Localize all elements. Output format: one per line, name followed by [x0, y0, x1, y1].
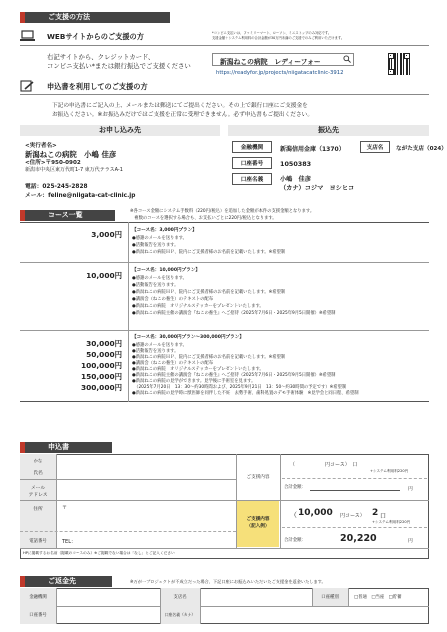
refund-account-label: 口座番号 [29, 613, 47, 618]
address: 新潟市中央区東万代町1-7 東万代テラスA-1 [25, 167, 123, 173]
form-desc-2: お振込ください。※お振込みだけではご支援を正常に受理できません。必ず申込書もご提出ください。 [52, 112, 314, 118]
course-item: ●新潟ねこの病院ＨＰ、院内にご支援者様のお名前を記載いたします。※希望制 [132, 290, 286, 295]
example-fee-note: +システム利用料220円 [372, 520, 411, 524]
laptop-icon [20, 30, 35, 42]
course-item: ●新潟ねこの病院 オリジナルステッカーをプレゼントいたします。 [132, 304, 264, 309]
refund-account-input[interactable] [57, 607, 159, 623]
example-course: 円コース） [340, 513, 365, 519]
form-desc-1: 下記の申込書にご記入の上、メールまたは郵送にてご提出ください。その上で銀行口座にご支援金を [52, 103, 308, 109]
course-head: 【コース名：10,000円プラン】 [132, 268, 201, 273]
fee-note: +システム利用料220円 [370, 469, 409, 473]
course-item: ●活動報告を送ります。 [132, 283, 179, 288]
bank-name: 新潟信用金庫（1370） [280, 146, 345, 153]
refund-bank-label: 金融機関 [29, 595, 47, 600]
address-input[interactable] [57, 501, 235, 530]
example-open-paren: （ [290, 511, 297, 519]
qr-code-icon [388, 53, 410, 75]
web-desc-2: コンビニ支払い*または銀行振込でご支援ください [47, 62, 191, 70]
refund-branch-input[interactable] [201, 589, 311, 605]
org-name: 新潟ねこの病院 小嶋 佳彦 [25, 150, 117, 159]
example-unit: 口 [380, 513, 387, 520]
org-label: <実行者名> [25, 143, 57, 149]
section-header-refund: ご返金先 [20, 576, 112, 587]
search-icon [343, 55, 351, 63]
course-item: ●活動報告を送ります。 [132, 349, 179, 354]
refund-branch-label: 支店名 [173, 595, 187, 600]
course-amount: 100,000円 [80, 361, 122, 370]
name-label: 氏名 [33, 471, 43, 476]
course-item: ●講演会（ねこの養生）のテキストの配布 [132, 361, 214, 366]
example-label: ご支援内容 [246, 517, 270, 522]
refund-holder-input[interactable] [201, 607, 428, 623]
web-support-label: WEBサイトからのご支援の方 [47, 32, 144, 41]
course-item: ●感謝のメールを送ります。 [132, 276, 187, 281]
section-header-support-method [20, 12, 170, 23]
web-desc-1: 右記サイトから、クレジットカード、 [47, 53, 155, 61]
support-method-title: ご支援の方法 [48, 13, 90, 21]
course-item: ●新潟ねこの病院の見学ができます。見学後に手術室を見ます。 [132, 379, 256, 384]
address-label: <住所>〒950-0902 [25, 160, 81, 166]
total-yen: 円 [408, 487, 413, 492]
mail-label-2: アドレス [28, 493, 48, 498]
application-dest-header: お申し込み先 [20, 125, 220, 136]
section-header-courses: コース一覧 [20, 210, 115, 221]
branch-name: ながた支店（024） [396, 146, 447, 152]
hp-name-input[interactable] [140, 549, 428, 558]
course-item: ●新潟ねこの病院の見学時に獣医師を同伴した不妊 去勢手術、歯科処置のデモ手術体験 ※見学会と同日程、希望制 [132, 391, 359, 396]
support-blank-line: （ 円コース） 口 [290, 462, 358, 468]
pen-form-icon [20, 80, 35, 92]
course-item: ●講演会（ねこの養生）のテキストの配布 [132, 297, 214, 302]
course-amount: 10,000円 [86, 271, 122, 280]
holder-label-box: 口座名義 [232, 173, 272, 185]
refund-type-label: 口座種別 [321, 595, 339, 600]
courses-note-1: ※各コース金額にシステム手数料（220円/税込）を追加した金額が本件の支援金額となります。 [130, 209, 315, 214]
course-amount: 300,000円 [80, 383, 122, 392]
account-number: 1050383 [280, 160, 312, 168]
course-amount: 3,000円 [91, 230, 122, 239]
course-item: （2025年7月20日 13：30〜約30時間および、2025年9月21日 13：50〜約30時間の予定です）※希望制 [132, 385, 347, 390]
tel-label: 電話番号 [29, 539, 47, 544]
course-amount: 150,000円 [80, 372, 122, 381]
site-name: 新潟ねこの病院 レディーフォー [220, 58, 321, 66]
hp-name-note: HPに掲載するお名前（掲載のコースのみ）※ご掲載でない場合は「なし」とご記入ください [23, 551, 175, 555]
support-course-input[interactable] [298, 458, 348, 468]
courses-note-2: 複数のコースを選択する場合も、お支払いごとに220円/税込となります。 [130, 216, 277, 221]
refund-type-checkboxes[interactable]: □普通 □当座 □貯蓄 [354, 595, 402, 600]
web-note-1: *コンビニ支払いは、ファミリーマート、ローソン、ミニストップのみ対応です。 [212, 31, 332, 35]
course-item: ●感謝のメールを送ります。 [132, 236, 187, 241]
example-qty: 2 [372, 508, 379, 518]
total-label: 合計金額： [284, 485, 306, 490]
example-total-label: 合計金額： [284, 538, 306, 543]
refund-note: ※万が一プロジェクトが不成立だった場合、下記口座にお振込みいただいたご支援金を返金いたします。 [130, 579, 326, 584]
kana-label: かな [33, 458, 43, 463]
holder-kana: （カナ）コジマ ヨシヒコ [280, 185, 355, 192]
course-item: ●活動報告を送ります。 [132, 243, 179, 248]
form-support-label: 申込書を利用してのご支援の方 [47, 82, 148, 91]
account-label-box: 口座番号 [232, 157, 272, 169]
project-url[interactable]: https://readyfor.jp/projects/niigatacatclinic-3912 [216, 70, 344, 76]
transfer-dest-header: 振込先 [228, 125, 429, 136]
kana-input[interactable] [57, 455, 235, 465]
example-label-2: （記入例） [246, 524, 270, 529]
tel-input[interactable] [80, 532, 235, 547]
course-head: 【コース名：30,000円プラン〜300,000円プラン】 [132, 335, 244, 340]
mail-input[interactable] [57, 480, 235, 499]
tel-prefix: TEL： [62, 539, 76, 545]
name-input[interactable] [57, 466, 235, 478]
refund-bank-input[interactable] [57, 589, 159, 605]
holder-name: 小嶋 佳彦 [280, 176, 311, 183]
refund-holder-label: 口座名義（カナ） [164, 612, 196, 617]
course-item: ●新潟ねこの病院ＨＰ、院内にご支援者様のお名前を記載いたします。※希望制 [132, 355, 286, 360]
course-amount: 50,000円 [86, 350, 122, 359]
support-content-label: ご支援内容 [246, 475, 270, 480]
branch-label-box: 支店名 [360, 141, 390, 153]
total-input[interactable] [310, 481, 400, 490]
course-item: ●新潟ねこの病院ＨＰ、院内にご支援者様のお名前を記載いたします。※希望制 [132, 250, 286, 255]
example-total-yen: 円 [408, 539, 413, 544]
example-total: 20,220 [340, 533, 377, 544]
course-item: ●新潟ねこの病院主催の講演会『ねこの養生』へご招待（2025年7月6日・2025年9月5日開催）※希望制 [132, 373, 336, 378]
web-note-2: 支援金額＋システム利用料の合計金額が30万円未満のご支援でのみご利用いただけます。 [212, 36, 345, 40]
course-item: ●感謝のメールを送ります。 [132, 343, 187, 348]
mail-label: メール [30, 486, 46, 491]
example-amount: 10,000 [298, 508, 333, 518]
postal-mark: 〒 [62, 505, 68, 511]
course-amount: 30,000円 [86, 339, 122, 348]
course-head: 【コース名：3,000円プラン】 [132, 228, 197, 233]
address-label: 住所 [33, 507, 43, 512]
course-item: ●新潟ねこの病院主催の講演会『ねこの養生』へご招待（2025年7月6日・2025年9月5日開催）※希望制 [132, 311, 336, 316]
org-mail: メール：feline@niigata-cat-clinic.jp [25, 193, 136, 199]
org-tel: 電話：025-245-2828 [25, 184, 88, 190]
section-header-application-form: 申込書 [20, 442, 112, 453]
bank-label-box: 金融機関 [232, 141, 272, 153]
course-item: ●新潟ねこの病院 オリジナルステッカーをプレゼントいたします。 [132, 367, 264, 372]
